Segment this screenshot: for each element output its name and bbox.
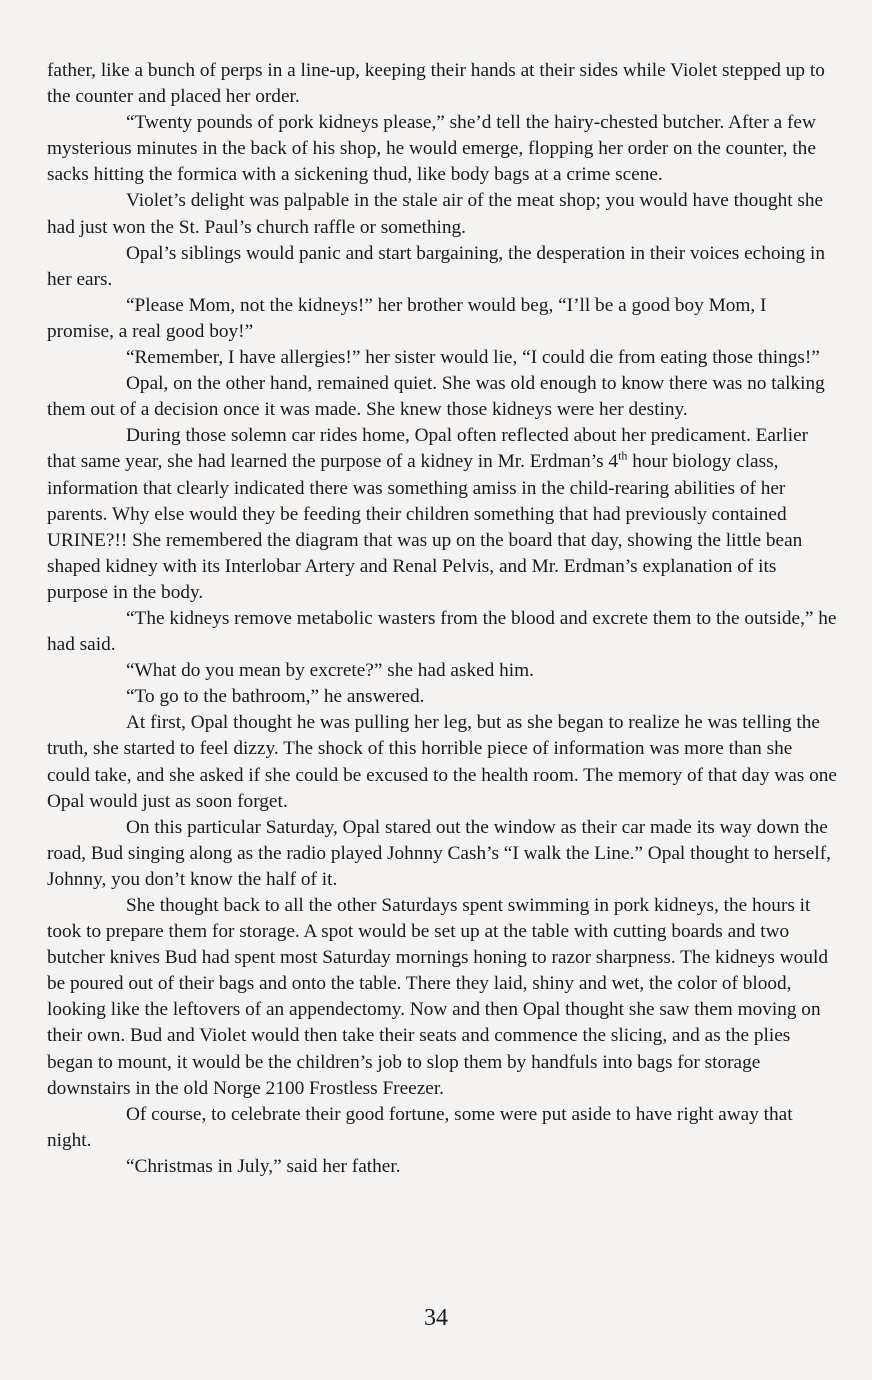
paragraph: Violet’s delight was palpable in the stale air of the meat shop; you would have thought she had just won the St. Paul’s church raffle or something. [47, 190, 824, 238]
paragraph: “The kidneys remove metabolic wasters from the blood and excrete them to the outside,” he had said. [47, 607, 837, 656]
page-body [47, 58, 837, 1180]
page-number: 34 [424, 1305, 448, 1331]
paragraph: Opal’s siblings would panic and start bargaining, the desperation in their voices echoing in her ears. [47, 242, 825, 290]
paragraph-text: During those solemn car rides home, Opal often reflected about her predicament. Earlier that same year, she had learned the purpose of a kidney in Mr. Erdman’s 4 [47, 425, 809, 473]
paragraph: “Christmas in July,” said her father. [126, 1155, 401, 1177]
ordinal-suffix: th [618, 448, 628, 463]
paragraph: “Please Mom, not the kidneys!” her brother would beg, “I’ll be a good boy Mom, I promise, a real good boy!” [47, 294, 767, 342]
paragraph: She thought back to all the other Saturdays spent swimming in pork kidneys, the hours it took to prepare them for storage. A spot would be set up at the table with cutting boards and two butcher knives Bud had spent most Saturday mornings honing to razor sharpness. The kidneys would be poured out of their bags and onto the table. There they laid, shiny and wet, the color of blood, looking like the leftovers of an appendectomy. Now and then Opal thought she saw them moving on their own. Bud and Violet would then take their seats and commence the slicing, and as the plies began to mount, it would be the children’s job to slop them by handfuls into bags for storage downstairs in the old Norge 2100 Frostless Freezer. [47, 895, 828, 1099]
paragraph: father, like a bunch of perps in a line-up, keeping their hands at their sides while Violet stepped up to the counter and placed her order. [47, 60, 825, 108]
paragraph: Opal, on the other hand, remained quiet. She was old enough to know there was no talking them out of a decision once it was made. She knew those kidneys were her destiny. [47, 373, 825, 421]
paragraph: “What do you mean by excrete?” she had asked him. [126, 660, 534, 682]
paragraph: Of course, to celebrate their good fortune, some were put aside to have right away that night. [47, 1103, 793, 1151]
paragraph-text: hour biology class, information that clearly indicated there was something amiss in the child-rearing abilities of her parents. Why else would they be feeding their children something that had previously contained URINE?!! She remembered the diagram that was up on the board that day, showing the little bean shaped kidney with its Interlobar Artery and Renal Pelvis, and Mr. Erdman’s explanation of its purpose in the body. [47, 451, 803, 603]
paragraph: “Twenty pounds of pork kidneys please,” she’d tell the hairy-chested butcher. After a few mysterious minutes in the back of his shop, he would emerge, flopping her order on the counter, the sacks hitting the formica with a sickening thud, like body bags at a crime scene. [47, 112, 816, 186]
paragraph [47, 423, 837, 606]
paragraph: At first, Opal thought he was pulling her leg, but as she began to realize he was telling the truth, she started to feel dizzy. The shock of this horrible piece of information was more than she could take, and she asked if she could be excused to the health room. The memory of that day was one Opal would just as soon forget. [47, 712, 837, 812]
paragraph: On this particular Saturday, Opal stared out the window as their car made its way down the road, Bud singing along as the radio played Johnny Cash’s “I walk the Line.” Opal thought to herself, Johnny, you don’t know the half of it. [47, 816, 831, 890]
paragraph: “To go to the bathroom,” he answered. [126, 686, 425, 708]
paragraph: “Remember, I have allergies!” her sister would lie, “I could die from eating those things!” [126, 347, 820, 369]
